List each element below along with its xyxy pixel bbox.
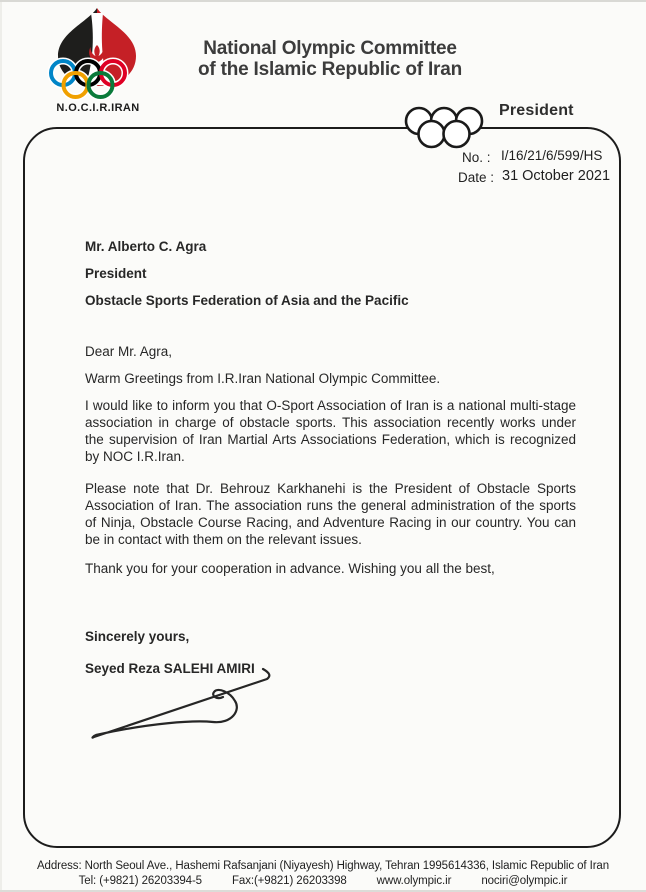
- date-value: 31 October 2021: [502, 168, 611, 184]
- footer-tel: Tel: (+9821) 26203394-5: [78, 875, 202, 887]
- recipient-title: President: [85, 266, 147, 281]
- footer-fax: Fax:(+9821) 26203398: [231, 875, 347, 887]
- footer-contact-block: [0, 859, 646, 889]
- closing-phrase: Sincerely yours,: [85, 629, 190, 644]
- reference-number-value: I/16/21/6/599/HS: [501, 148, 603, 163]
- logo-caption: N.O.C.I.R.IRAN: [56, 102, 140, 114]
- footer-website: www.olympic.ir: [376, 875, 452, 887]
- signatory-name: Seyed Reza SALEHI AMIRI: [85, 661, 255, 676]
- greeting-line: Warm Greetings from I.R.Iran National Olympic Committee.: [85, 371, 441, 386]
- signature: [80, 660, 280, 750]
- title-line-2: of the Islamic Republic of Iran: [197, 59, 463, 80]
- recipient-name: Mr. Alberto C. Agra: [85, 239, 207, 254]
- paragraph-3: Thank you for your cooperation in advance. Wishing you all the best,: [85, 561, 495, 576]
- title-line-1: National Olympic Committee: [203, 38, 457, 59]
- salutation: Dear Mr. Agra,: [85, 344, 173, 359]
- flame-emblem-icon: [46, 6, 150, 104]
- footer-email: nociri@olympic.ir: [481, 875, 568, 887]
- olympic-rings-icon: [404, 105, 486, 151]
- recipient-organization: Obstacle Sports Federation of Asia and the Pacific: [85, 293, 409, 308]
- paragraph-2: Please note that Dr. Behrouz Karkhanehi is the President of Obstacle Sports Association of Iran. The association runs the general administration of the sports of Ninja, Obstacle Course Racing, and Adventure Racing in our country. You can be in contact with them on the relevant issues.: [85, 481, 576, 547]
- president-label: President: [499, 102, 574, 119]
- footer-address: Address: North Seoul Ave., Hashemi Rafsanjani (Niyayesh) Highway, Tehran 1995614336, Islamic Republic of Iran: [36, 860, 610, 872]
- reference-number-label: No. :: [462, 150, 491, 165]
- letterhead-title: [170, 38, 490, 80]
- paragraph-1: I would like to inform you that O-Sport Association of Iran is a national multi-stage association in charge of obstacle sports. This association recently works under the supervision of Iran Martial Arts Associations Federation, which is recognized by NOC I.R.Iran.: [85, 398, 576, 464]
- noc-iran-flame-logo: [46, 6, 150, 118]
- date-label: Date :: [458, 170, 495, 185]
